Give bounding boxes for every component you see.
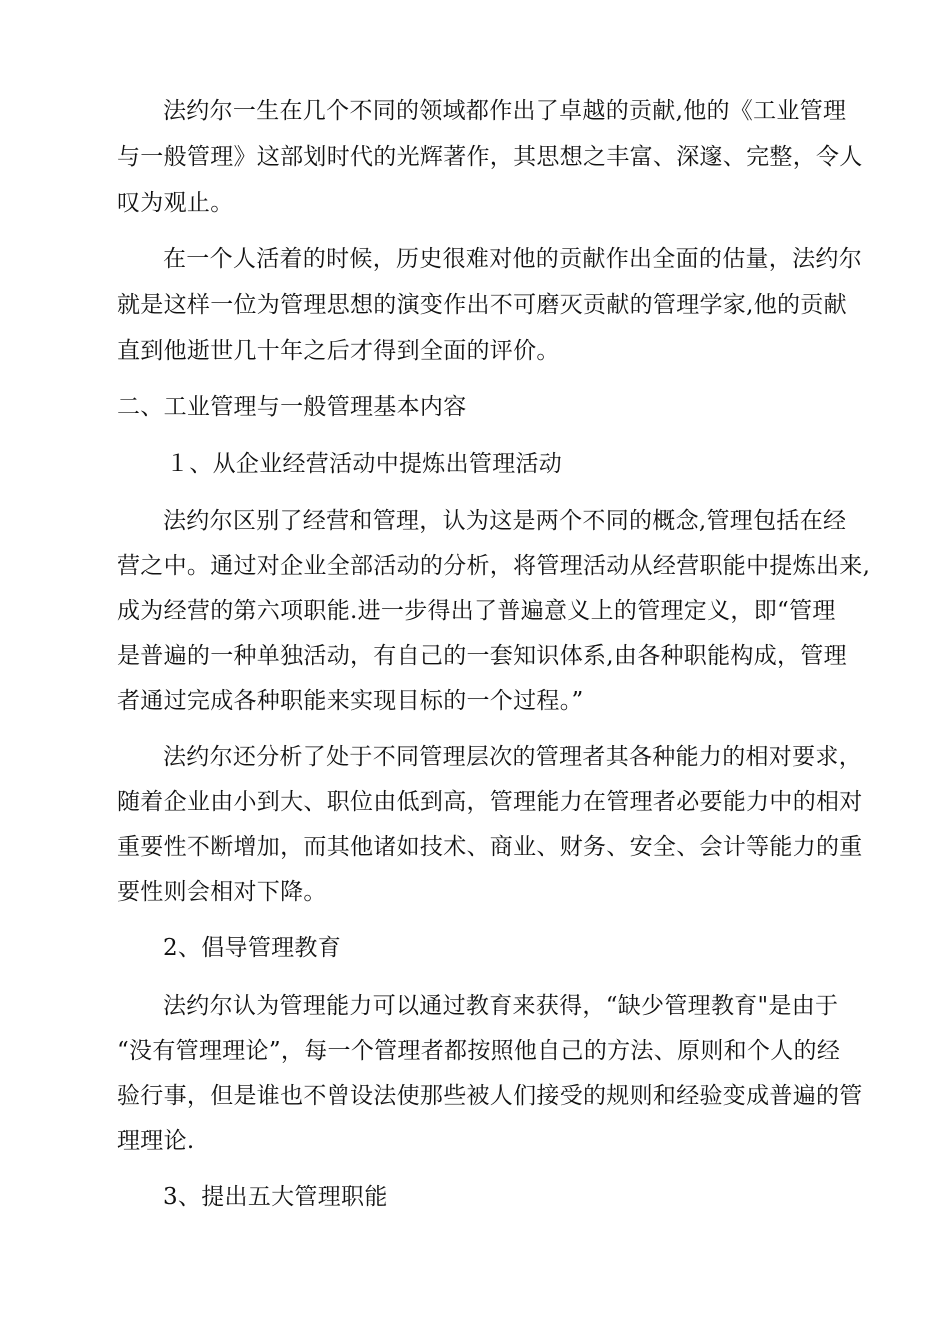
section-heading: 二、工业管理与一般管理基本内容 bbox=[117, 394, 467, 420]
paragraph-4-line-4: 要性则会相对下降。 bbox=[117, 879, 327, 905]
paragraph-3-line-2: 营之中。通过对企业全部活动的分析，将管理活动从经营职能中提炼出来, bbox=[117, 553, 871, 579]
paragraph-2-line-3: 直到他逝世几十年之后才得到全面的评价。 bbox=[117, 338, 560, 364]
subheading-2: 2、倡导管理教育 bbox=[163, 935, 342, 961]
paragraph-1-line-1: 法约尔一生在几个不同的领域都作出了卓越的贡献,他的《工业管理 bbox=[163, 98, 847, 124]
subheading-1: １、从企业经营活动中提炼出管理活动 bbox=[166, 451, 563, 477]
paragraph-4-line-2: 随着企业由小到大、职位由低到高，管理能力在管理者必要能力中的相对 bbox=[117, 789, 863, 815]
paragraph-3-line-4: 是普遍的一种单独活动，有自己的一套知识体系,由各种职能构成，管理 bbox=[117, 643, 847, 669]
paragraph-2-line-2: 就是这样一位为管理思想的演变作出不可磨灭贡献的管理学家,他的贡献 bbox=[117, 292, 847, 318]
paragraph-3-line-3: 成为经营的第六项职能.进一步得出了普遍意义上的管理定义，即“管理 bbox=[117, 598, 836, 624]
paragraph-2-line-1: 在一个人活着的时候，历史很难对他的贡献作出全面的估量，法约尔 bbox=[163, 246, 862, 272]
paragraph-5-line-3: 验行事，但是谁也不曾设法使那些被人们接受的规则和经验变成普遍的管 bbox=[117, 1083, 863, 1109]
paragraph-1-line-3: 叹为观止。 bbox=[117, 190, 234, 216]
paragraph-4-line-3: 重要性不断增加，而其他诸如技术、商业、财务、安全、会计等能力的重 bbox=[117, 834, 863, 860]
paragraph-5-line-1: 法约尔认为管理能力可以通过教育来获得，“缺少管理教育"是由于 bbox=[163, 993, 839, 1019]
paragraph-5-line-2: “没有管理理论”，每一个管理者都按照他自己的方法、原则和个人的经 bbox=[117, 1038, 841, 1064]
paragraph-5-line-4: 理理论. bbox=[117, 1128, 195, 1154]
paragraph-3-line-1: 法约尔区别了经营和管理，认为这是两个不同的概念,管理包括在经 bbox=[163, 508, 847, 534]
paragraph-4-line-1: 法约尔还分析了处于不同管理层次的管理者其各种能力的相对要求， bbox=[163, 744, 862, 770]
paragraph-3-line-5: 者通过完成各种职能来实现目标的一个过程。” bbox=[117, 688, 584, 714]
subheading-3: 3、提出五大管理职能 bbox=[163, 1184, 388, 1210]
paragraph-1-line-2: 与一般管理》这部划时代的光辉著作，其思想之丰富、深邃、完整，令人 bbox=[117, 144, 863, 170]
